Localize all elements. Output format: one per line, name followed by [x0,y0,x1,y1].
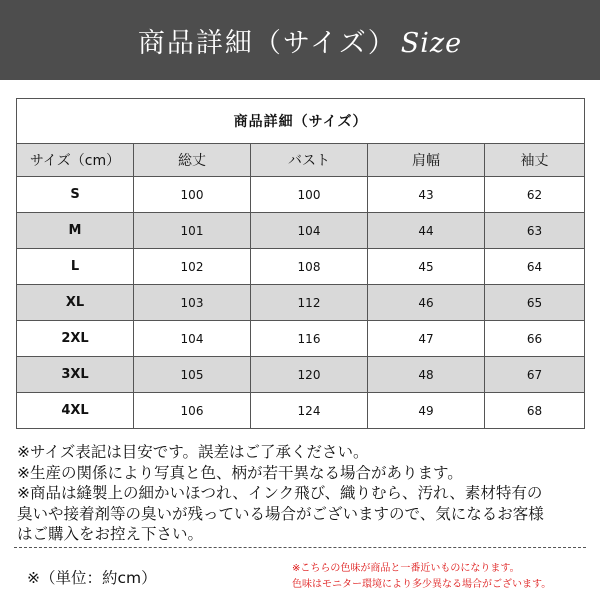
measurement-cell: 43 [368,177,485,213]
size-table [16,98,585,429]
color-note-line: ※こちらの色味が商品と一番近いものになります。 [292,563,520,574]
table-header-row [17,144,585,177]
table-row [17,285,585,321]
note-line: ※商品は縫製上の細かいほつれ、インク飛び、織りむら、汚れ、素材特有の [17,484,543,502]
note-line: ※生産の関係により写真と色、柄が若干異なる場合があります。 [17,463,463,482]
measurement-cell: 45 [368,249,485,285]
table-row [17,213,585,249]
measurement-cell: 46 [368,285,485,321]
measurement-cell: 112 [251,285,368,321]
size-label-cell: S [17,177,134,213]
size-table-container [16,98,584,429]
table-header-cell: サイズ（cm） [17,144,134,177]
table-body [17,177,585,429]
note-line: はご購入をお控え下さい。 [17,525,204,543]
table-header-cell: 肩幅 [368,144,485,177]
measurement-cell: 103 [134,285,251,321]
measurement-cell: 104 [251,213,368,249]
measurement-cell: 49 [368,393,485,429]
measurement-cell: 108 [251,249,368,285]
measurement-cell: 120 [251,357,368,393]
dashed-divider [14,547,586,548]
measurement-cell: 48 [368,357,485,393]
color-notes [292,561,551,593]
table-header-cell: 総丈 [134,144,251,177]
measurement-cell: 66 [485,321,585,357]
color-note-line: 色味はモニター環境により多少異なる場合がございます。 [292,579,552,590]
measurement-cell: 105 [134,357,251,393]
size-label-cell: XL [17,285,134,321]
table-header-cell: バスト [251,144,368,177]
banner-title-text: 商品詳細（サイズ） [137,27,397,59]
size-label-cell: L [17,249,134,285]
measurement-cell: 100 [251,177,368,213]
measurement-cell: 102 [134,249,251,285]
table-row [17,249,585,285]
table-row [17,357,585,393]
unit-note: ※（単位：約cm） [27,569,157,587]
title-banner [0,0,600,80]
table-row [17,321,585,357]
measurement-cell: 65 [485,285,585,321]
table-caption: 商品詳細（サイズ） [17,99,585,144]
measurement-cell: 104 [134,321,251,357]
notes-block [17,442,587,545]
measurement-cell: 124 [251,393,368,429]
banner-script-text: Size [400,27,463,59]
banner-title [138,21,462,60]
note-line: ※サイズ表記は目安です。誤差はご了承ください。 [17,443,369,461]
measurement-cell: 67 [485,357,585,393]
size-label-cell: 4XL [17,393,134,429]
measurement-cell: 47 [368,321,485,357]
measurement-cell: 68 [485,393,585,429]
size-label-cell: 2XL [17,321,134,357]
measurement-cell: 62 [485,177,585,213]
note-line: 臭いや接着剤等の臭いが残っている場合がございますので、気になるお客様 [17,504,544,523]
measurement-cell: 101 [134,213,251,249]
measurement-cell: 63 [485,213,585,249]
measurement-cell: 100 [134,177,251,213]
table-header-cell: 袖丈 [485,144,585,177]
table-row [17,393,585,429]
table-row [17,177,585,213]
measurement-cell: 44 [368,213,485,249]
measurement-cell: 106 [134,393,251,429]
measurement-cell: 116 [251,321,368,357]
size-label-cell: M [17,213,134,249]
measurement-cell: 64 [485,249,585,285]
size-label-cell: 3XL [17,357,134,393]
